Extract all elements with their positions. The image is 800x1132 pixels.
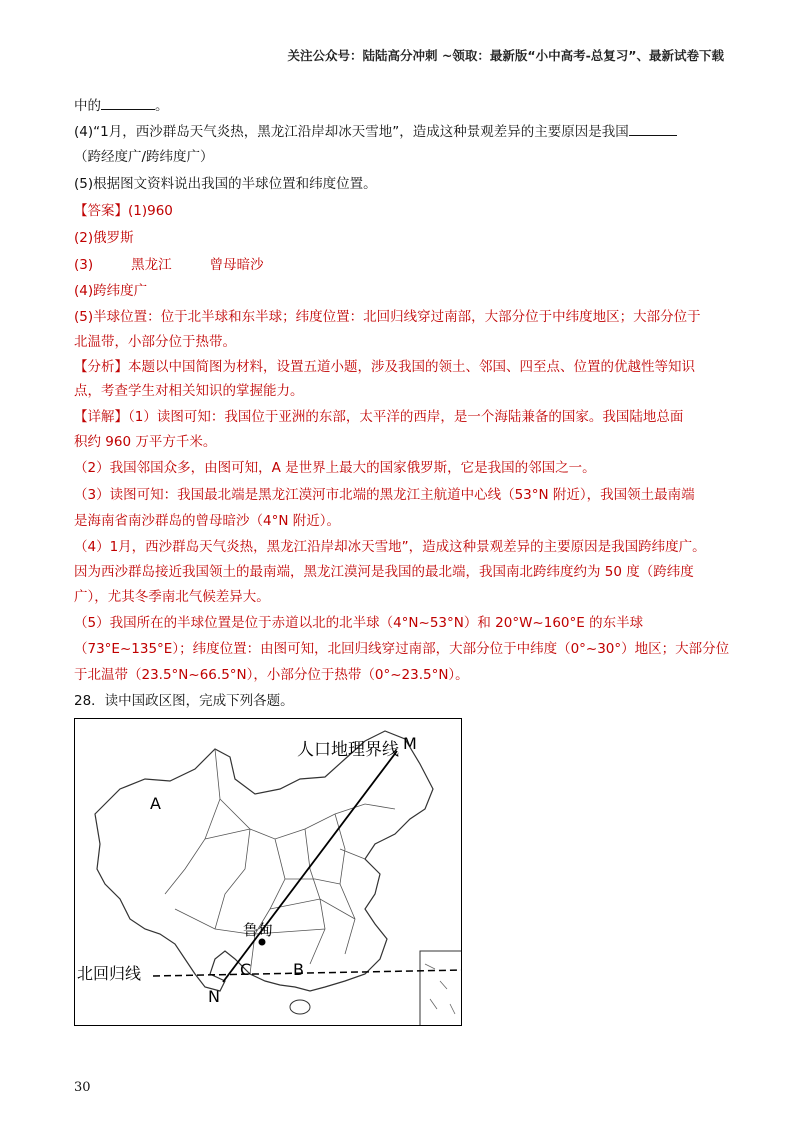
detail-5c: 于北温带（23.5°N~66.5°N），小部分位于热带（0°~23.5°N）。 xyxy=(74,667,469,683)
hainan-island xyxy=(290,1000,310,1014)
question-4-options: （跨经度广/跨纬度广） xyxy=(74,149,214,165)
text: 本题以中国简图为材料，设置五道小题，涉及我国的领土、邻国、四至点、位置的优越性等知识 xyxy=(128,359,695,375)
answer-3 xyxy=(74,256,264,274)
analysis-line1 xyxy=(74,358,695,376)
ludian-dot xyxy=(259,939,266,946)
detail-3a: （3）读图可知：我国最北端是黑龙江漠河市北端的黑龙江主航道中心线（53°N 附近），我国领土最南端 xyxy=(74,487,695,503)
question-4 xyxy=(74,122,677,141)
label-ludian: 鲁甸 xyxy=(243,921,274,939)
province-borders xyxy=(165,749,395,974)
text: 黑龙江 xyxy=(131,257,172,273)
label-m: M xyxy=(403,734,417,753)
text: (4)“1月，西沙群岛天气炎热，黑龙江沿岸却冰天雪地”，造成这种景观差异的主要原因是我国 xyxy=(74,124,629,140)
text: (3) xyxy=(74,257,94,273)
answer-4: (4)跨纬度广 xyxy=(74,283,148,299)
question-5: (5)根据图文资料说出我国的半球位置和纬度位置。 xyxy=(74,176,377,192)
map-drawing xyxy=(75,719,462,1026)
answer-label: 【答案】 xyxy=(74,203,128,219)
detail-label: 【详解】 xyxy=(74,409,128,425)
text: 。 xyxy=(155,98,169,114)
detail-3b: 是海南省南沙群岛的曾母暗沙（4°N 附近）。 xyxy=(74,513,340,529)
label-b: B xyxy=(293,960,304,979)
answer-1 xyxy=(74,202,173,220)
tropic-of-cancer xyxy=(153,970,462,976)
analysis-line2: 点，考查学生对相关知识的掌握能力。 xyxy=(74,383,304,399)
detail-5b: （73°E~135°E）；纬度位置：由图可知，北回归线穿过南部，大部分位于中纬度（0°~30°）地区；大部分位 xyxy=(74,641,730,657)
detail-1a xyxy=(74,408,683,426)
detail-4a: （4）1月，西沙群岛天气炎热，黑龙江沿岸却冰天雪地”，造成这种景观差异的主要原因是我国跨纬度广。 xyxy=(74,539,706,555)
answer-5-line1: (5)半球位置：位于北半球和东半球；纬度位置：北回归线穿过南部，大部分位于中纬度地区；大部分位于 xyxy=(74,309,701,325)
detail-4c: 广），尤其冬季南北气候差异大。 xyxy=(74,589,270,605)
analysis-label: 【分析】 xyxy=(74,359,128,375)
answer-2: (2)俄罗斯 xyxy=(74,230,134,246)
answer-blank xyxy=(629,122,677,136)
text: (1)960 xyxy=(128,203,173,219)
detail-1b: 积约 960 万平方千米。 xyxy=(74,434,217,450)
text: （1）读图可知：我国位于亚洲的东部，太平洋的西岸，是一个海陆兼备的国家。我国陆地总面 xyxy=(128,409,684,425)
population-line-label: 人口地理界线 xyxy=(297,740,399,760)
page-number: 30 xyxy=(74,1080,91,1095)
label-c: C xyxy=(240,960,252,979)
detail-5a: （5）我国所在的半球位置是位于赤道以北的北半球（4°N~53°N）和 20°W~160°E 的东半球 xyxy=(74,615,644,631)
population-line xyxy=(223,751,397,982)
answer-5-line2: 北温带，小部分位于热带。 xyxy=(74,334,236,350)
detail-2: （2）我国邻国众多，由图可知，A 是世界上最大的国家俄罗斯，它是我国的邻国之一。 xyxy=(74,460,596,476)
question-28: 28．读中国政区图，完成下列各题。 xyxy=(74,693,294,709)
text: 曾母暗沙 xyxy=(209,257,264,273)
text: 中的 xyxy=(74,98,101,114)
label-n: N xyxy=(208,987,220,1006)
page-header: 关注公众号：陆陆高分冲刺 ~领取：最新版“小中高考-总复习”、最新试卷下载 xyxy=(287,48,724,63)
south-china-sea-inset xyxy=(420,951,462,1026)
line-question-3-end xyxy=(74,96,169,115)
label-a: A xyxy=(150,794,161,813)
china-map xyxy=(74,718,462,1026)
answer-blank xyxy=(101,96,155,110)
label-tropic: 北回归线 xyxy=(77,964,142,983)
detail-4b: 因为西沙群岛接近我国领土的最南端，黑龙江漠河是我国的最北端，我国南北跨纬度约为 50 度（跨纬度 xyxy=(74,564,694,580)
